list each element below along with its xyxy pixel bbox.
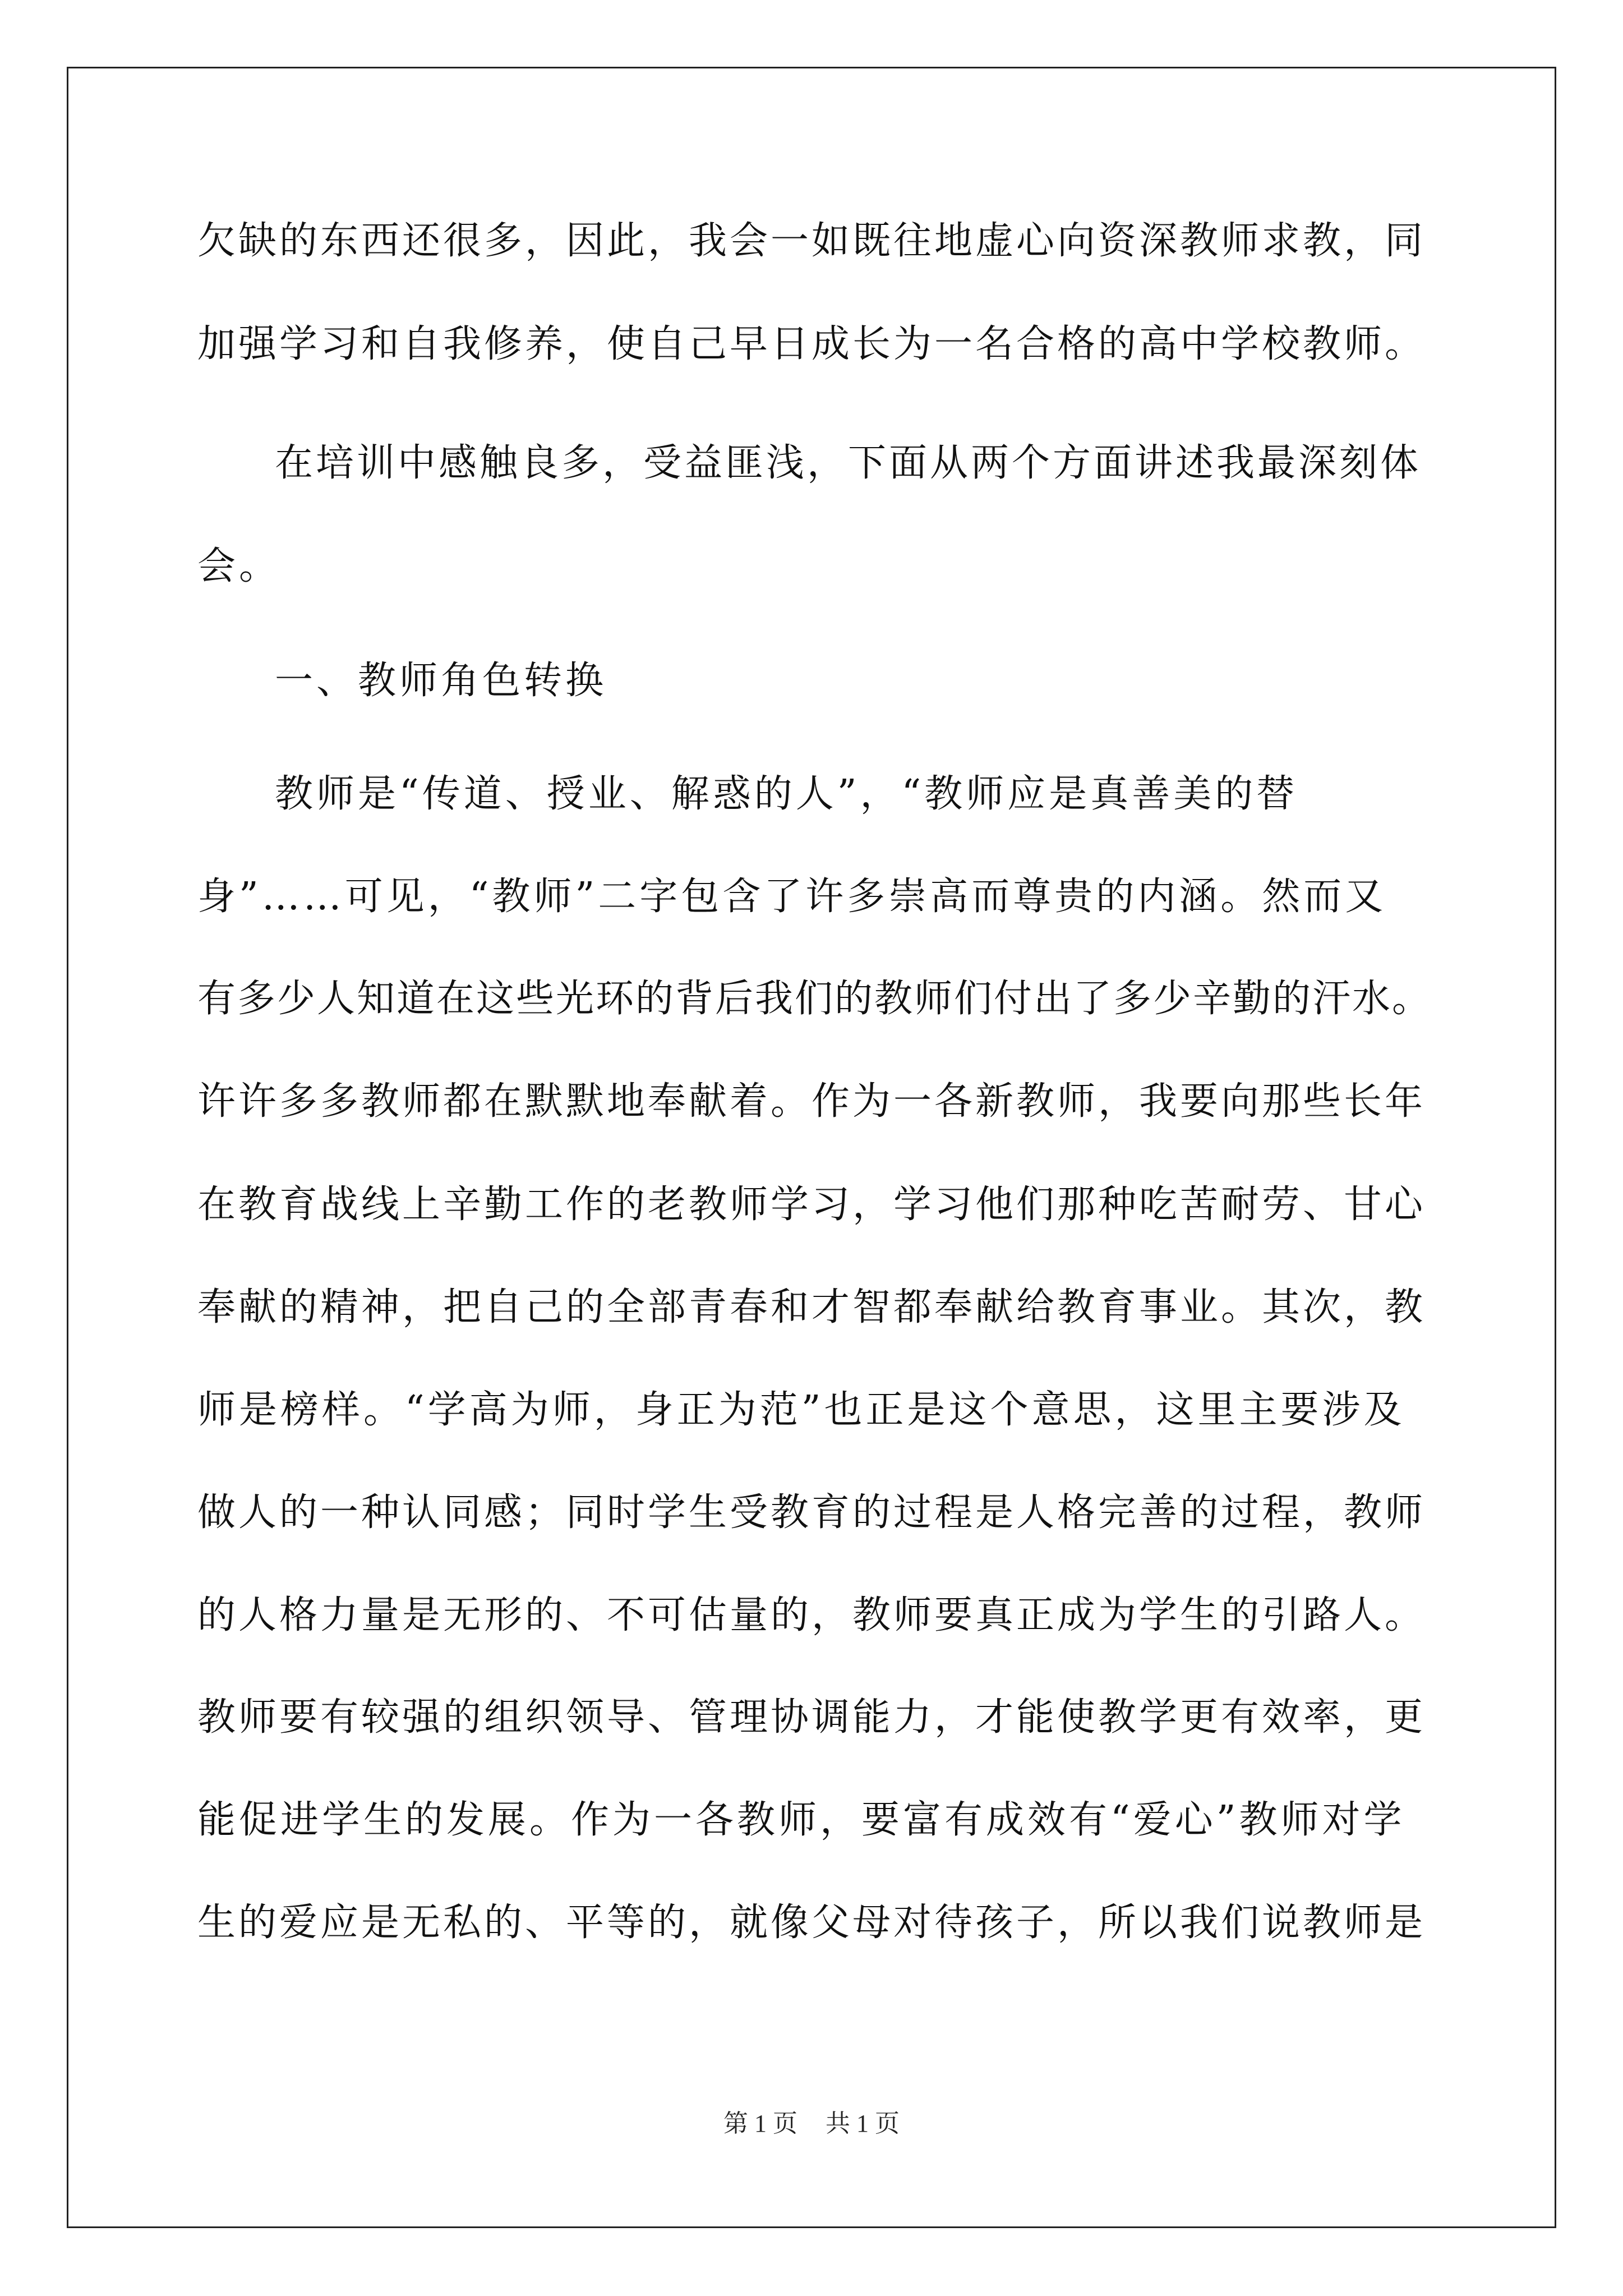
text-line-15: 教师要有较强的组织领导、管理协调能力，才能使教学更有效率，更 xyxy=(197,1695,1426,1740)
text-line-13: 做人的一种认同感；同时学生受教育的过程是人格完善的过程，教师 xyxy=(197,1490,1426,1535)
text-line-17: 生的爱应是无私的、平等的，就像父母对待孩子，所以我们说教师是 xyxy=(197,1901,1426,1945)
text-line-16: 能促进学生的发展。作为一各教师，要富有成效有“爱心”教师对学 xyxy=(197,1798,1405,1842)
text-line-6: 教师是“传道、授业、解惑的人”，“教师应是真善美的替 xyxy=(275,772,1298,816)
text-line-10: 在教育战线上辛勤工作的老教师学习，学习他们那种吃苦耐劳、甘心 xyxy=(197,1182,1426,1227)
section-heading: 一、教师角色转换 xyxy=(275,659,607,703)
page-footer xyxy=(0,2111,1623,2136)
text-line-12: 师是榜样。“学高为师，身正为范”也正是这个意思，这里主要涉及 xyxy=(197,1388,1405,1432)
text-line-4: 会。 xyxy=(197,544,281,588)
text-line-9: 许许多多教师都在默默地奉献着。作为一各新教师，我要向那些长年 xyxy=(197,1079,1426,1124)
text-line-2: 加强学习和自我修养，使自己早日成长为一名合格的高中学校教师。 xyxy=(197,322,1426,366)
text-line-11: 奉献的精神，把自己的全部青春和才智都奉献给教育事业。其次，教 xyxy=(197,1285,1426,1329)
page-number: 第 1 页 xyxy=(723,2110,797,2137)
text-line-7: 身”……可见，“教师”二字包含了许多崇高而尊贵的内涵。然而又 xyxy=(197,875,1387,919)
text-line-8: 有多少人知道在这些光环的背后我们的教师们付出了多少辛勤的汗水。 xyxy=(197,977,1432,1021)
total-pages: 共 1 页 xyxy=(826,2110,900,2137)
text-line-14: 的人格力量是无形的、不可估量的，教师要真正成为学生的引路人。 xyxy=(197,1593,1426,1637)
text-line-3: 在培训中感触良多，受益匪浅，下面从两个方面讲述我最深刻体 xyxy=(275,441,1422,485)
text-line-1: 欠缺的东西还很多，因此，我会一如既往地虚心向资深教师求教，同 xyxy=(197,219,1426,263)
